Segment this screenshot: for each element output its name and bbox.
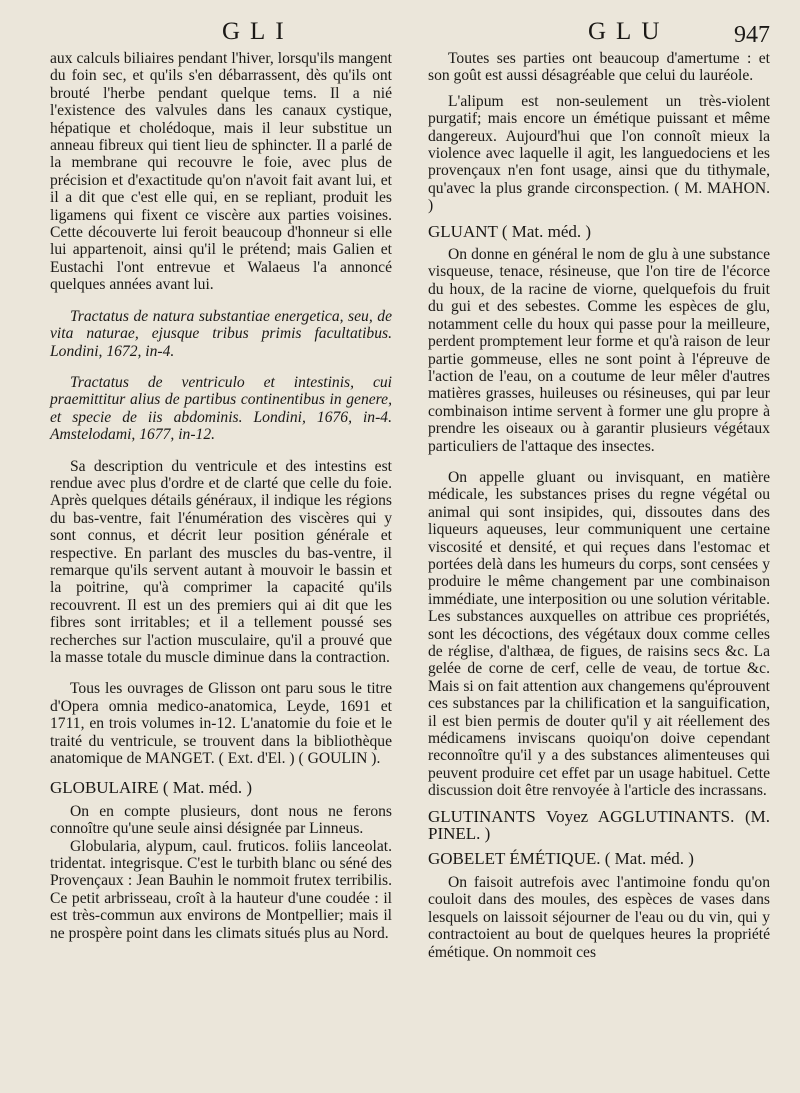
citation-tractatus-natura: Tractatus de natura substantiae energetica, seu, de vita naturae, ejusque tribus primis facultatibus. Londini, 1672, in-4.: [50, 307, 392, 360]
paragraph-gobelet: On faisoit autrefois avec l'antimoine fondu qu'on couloit dans des moules, des espèces de vases dans lesquels on laissoit séjourner de l'eau ou du vin, qui y contractoient au bout de quelques heures la propriété émétique. On nommoit ces: [428, 873, 770, 961]
paragraph-globularia-alypum: Globularia, alypum, caul. fruticos. foliis lanceolat. tridentat. integrisque. C'est le turbith blanc ou séné des Provençaux : Jean Bauhin le nommoit frutex terribilis. Ce petit arbrisseau, croît à la hauteur d'une coudée : il est très-commun aux environs de Montpellier; mais il ne prospère point dans les climats situés plus au Nord.: [50, 837, 392, 942]
paragraph-amertume: Toutes ses parties ont beaucoup d'amertume : et son goût est aussi désagréable que celui du lauréole.: [428, 50, 770, 85]
left-column: [50, 50, 392, 961]
paragraph-alipum: L'alipum est non-seulement un très-violent purgatif; mais encore un émétique puissant et même dangereux. Aujourd'hui que l'on connoît mieux la violence avec laquelle il agit, les languedociens et les provençaux n'en font usage, ainsi que du tithymale, qu'avec la plus grande circonspection. ( M. MAHON. ): [428, 92, 770, 215]
running-head: [50, 10, 770, 50]
running-head-right: GLU: [588, 18, 670, 45]
running-head-left: GLI: [222, 18, 294, 45]
paragraph-ventricle-description: Sa description du ventricule et des intestins est rendue avec plus d'ordre et de clarté que celle du foie. Après quelques détails généraux, il indique les régions du bas-ventre, fait l'énumération des viscères qui y sont connus, et décrit leur position générale et respective. En parlant des muscles du bas-ventre, il remarque qu'ils servent autant à mouvoir le bassin et la poitrine, qu'à comprimer la capacité qu'ils recouvrent. Il est un des premiers qui ai dit que les fibres sont irritables; et il a tellement poussé ses recherches sur l'action musculaire, qu'il a prouvé que la masse totale du muscle diminue dans la contraction.: [50, 457, 392, 666]
paragraph-glisson-liver: aux calculs biliaires pendant l'hiver, lorsqu'ils mangent du foin sec, et qu'ils s'en débarrassent, dès qu'ils ont brouté l'herbe pendant quelque tems. Il a nié l'existence des valvules dans les canaux cystique, hépatique et cholédoque, mais il leur substitue un anneau fibreux qui tient lieu de sphincter. Il a parlé de la membrane qui recouvre le foie, avec plus de précision et d'exactitude qu'on n'avoit fait avant lui, et il a dit que c'est elle qui, en se repliant, produit les ligamens qui fixent ce viscère aux parties voisines. Cette découverte lui feroit beaucoup d'honneur si elle lui appartenoit, ainsi qu'il le prétend; mais Galien et Eustachi l'ont entrevue et Walaeus l'a annoncé quelques années avant lui.: [50, 50, 392, 294]
paragraph-glu: On donne en général le nom de glu à une substance visqueuse, tenace, résineuse, que l'on tire de l'écorce du houx, de la racine de viorne, quelquefois du fruit du gui et des sebestes. Comme les espèces de glu, notamment celle du houx qui passe pour la meilleure, perdent promptement leur forme et qu'à raison de leur partie gommeuse, elles ne sont point à l'épreuve de l'action de l'eau, on a coutume de leur mêler d'autres matières grasses, huileuses ou résineuses, qui par leur combinaison intime servent à former une glu propre à prendre les oiseaux ou à garantir plusieurs végétaux particuliers de l'attaque des insectes.: [428, 246, 770, 455]
right-column: [428, 50, 770, 961]
heading-gluant: GLUANT ( Mat. méd. ): [428, 221, 592, 241]
paragraph-opera-omnia: Tous les ouvrages de Glisson ont paru sous le titre d'Opera omnia medico-anatomica, Leyde, 1691 et 1711, en trois volumes in-12. L'anatomie du foie et le traité du ventricule, se trouvent dans la bibliothèque anatomique de MANGET. ( Ext. d'El. ) ( GOULIN ).: [50, 680, 392, 768]
citation-tractatus-ventriculo: Tractatus de ventriculo et intestinis, cui praemittitur alius de partibus continentibus in genere, et specie de iis abdominis. Londini, 1676, in-4. Amstelodami, 1677, in-12.: [50, 373, 392, 444]
heading-gobelet-emetique: GOBELET ÉMÉTIQUE. ( Mat. méd. ): [428, 849, 694, 869]
paragraph-gluant-definition: On appelle gluant ou invisquant, en matière médicale, les substances prises du regne végétal ou animal qui sont insipides, qui, dissoutes dans des liqueurs aqueuses, leur communiquent une certaine viscosité et densité, et qui reçues dans l'estomac et portées delà dans les humeurs du corps, sont censées y produire le même changement par une combinaison immédiate, une interposition ou une solution véritable. Les substances auxquelles on attribue ces propriétés, sont les décoctions, des végétaux doux comme celles de réglise, d'althæa, de figues, de raisins secs &c. La gelée de corne de cerf, celle de veau, de tortue &c. Mais si on fait attention aux changemens qu'éprouvent ces substances par la chilification et la sanguification, il est bien permis de douter qu'il y ait réellement des médicamens inviscans quoiqu'on doive cependant reconnoître qu'il y a des substances alimenteuses qui peuvent produire cet effet par un usage habituel. Cette discussion doit être renvoyée à l'article des incrassans.: [428, 468, 770, 800]
paragraph-globulaire-intro: On en compte plusieurs, dont nous ne ferons connoître qu'une seule ainsi désignée par Linneus.: [50, 802, 392, 838]
page-number: 947: [734, 22, 770, 48]
heading-glutinants: GLUTINANTS Voyez AGGLUTINANTS. (M. PINEL. ): [428, 806, 770, 844]
two-column-body: [50, 50, 770, 961]
heading-globulaire: GLOBULAIRE ( Mat. méd. ): [50, 778, 253, 798]
